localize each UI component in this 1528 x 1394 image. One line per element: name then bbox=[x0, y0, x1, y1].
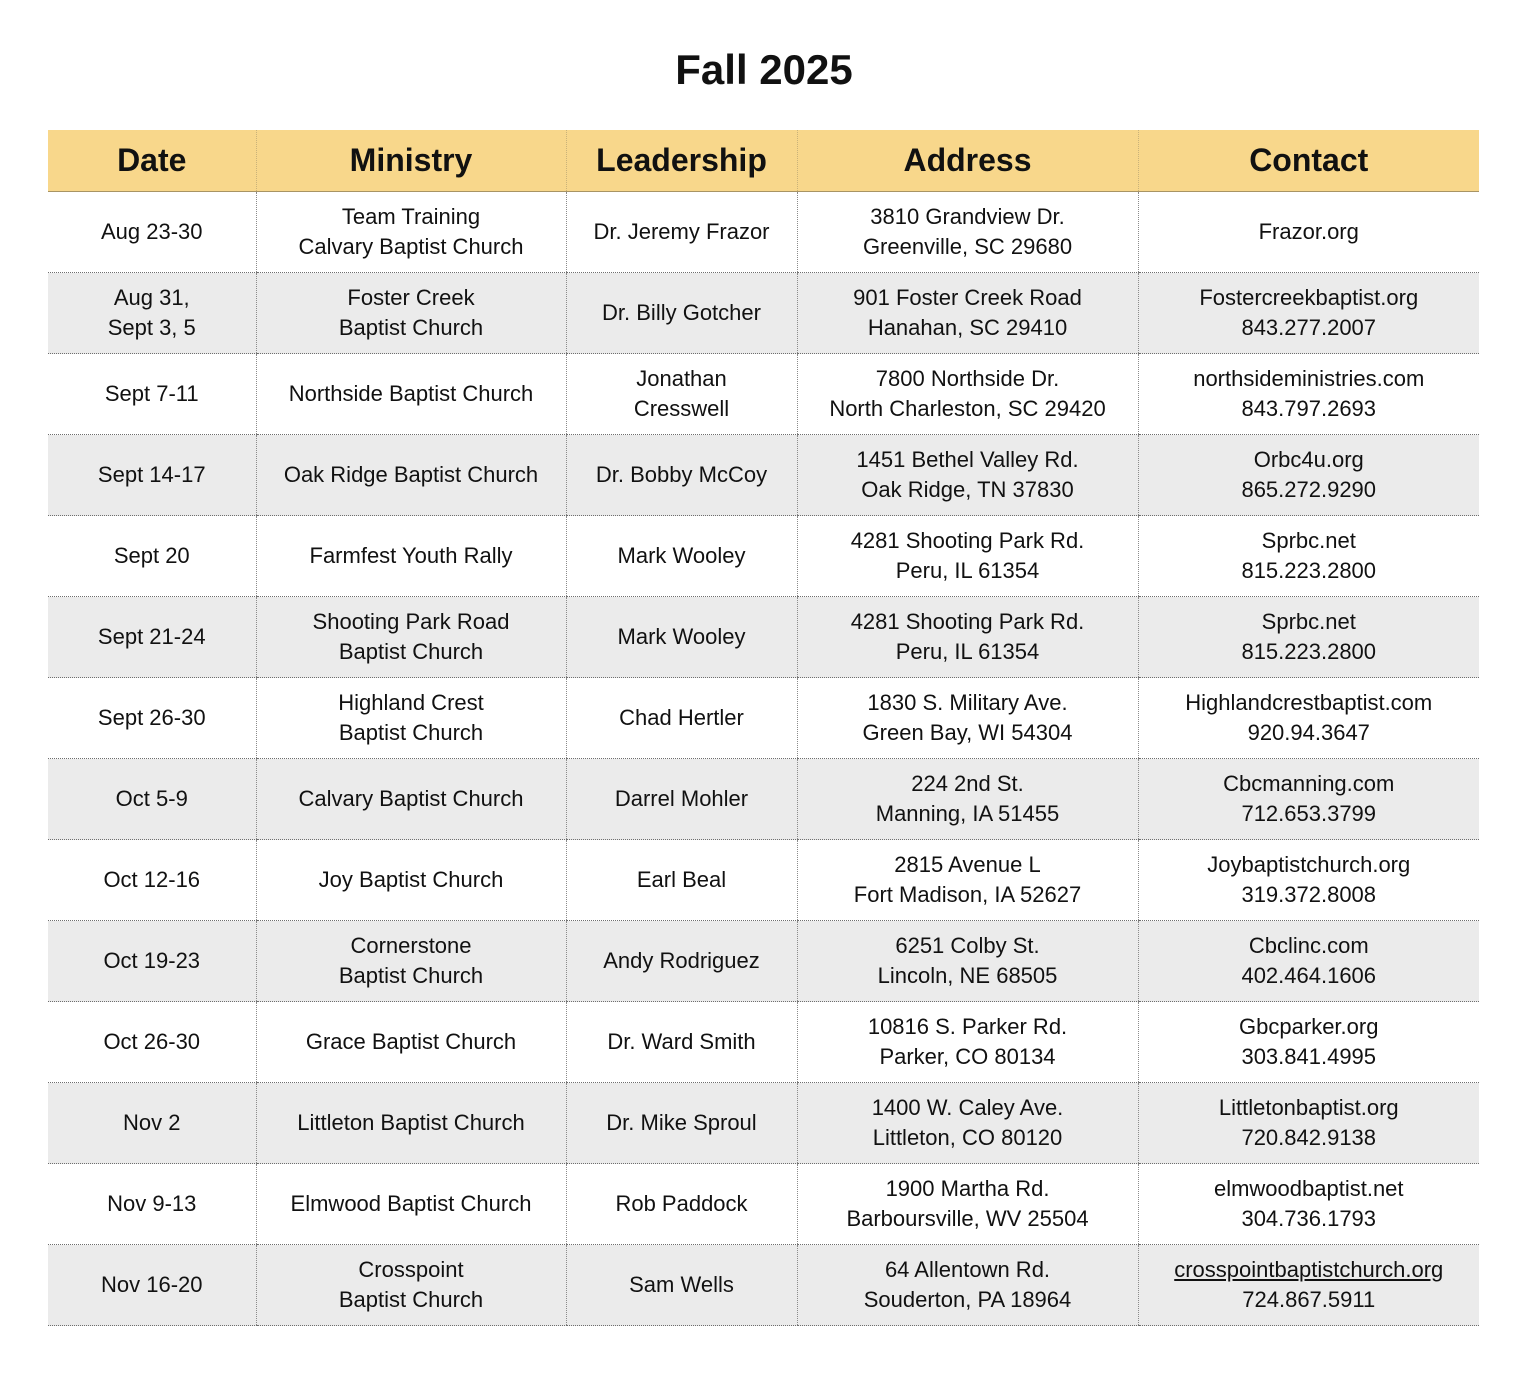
contact-line: Sprbc.net bbox=[1261, 609, 1356, 634]
address-line: Lincoln, NE 68505 bbox=[877, 963, 1058, 988]
address-line: Peru, IL 61354 bbox=[895, 639, 1040, 664]
date-line: Nov 9-13 bbox=[107, 1191, 197, 1216]
ministry-cell bbox=[256, 1083, 566, 1164]
ministry-cell bbox=[256, 192, 566, 273]
date-cell bbox=[48, 921, 256, 1002]
contact-cell bbox=[1138, 354, 1479, 435]
table-row bbox=[48, 354, 1479, 435]
address-line: Oak Ridge, TN 37830 bbox=[861, 477, 1074, 502]
date-line: Aug 31, bbox=[113, 285, 190, 310]
leadership-cell bbox=[566, 273, 797, 354]
contact-line: Fostercreekbaptist.org bbox=[1199, 285, 1419, 310]
contact-cell bbox=[1138, 597, 1479, 678]
contact-line: Littletonbaptist.org bbox=[1218, 1095, 1399, 1120]
leadership-cell bbox=[566, 597, 797, 678]
table-row bbox=[48, 678, 1479, 759]
leadership-cell bbox=[566, 840, 797, 921]
ministry-line: Joy Baptist Church bbox=[318, 867, 504, 892]
address-line: North Charleston, SC 29420 bbox=[829, 396, 1106, 421]
contact-line: 920.94.3647 bbox=[1247, 720, 1370, 745]
leadership-cell bbox=[566, 354, 797, 435]
leadership-line: Cresswell bbox=[633, 396, 730, 421]
contact-line: 724.867.5911 bbox=[1242, 1287, 1376, 1312]
table-row bbox=[48, 435, 1479, 516]
ministry-line: Crosspoint bbox=[358, 1257, 464, 1282]
table-row bbox=[48, 1164, 1479, 1245]
ministry-cell bbox=[256, 678, 566, 759]
contact-line: Gbcparker.org bbox=[1239, 1014, 1379, 1039]
leadership-line: Rob Paddock bbox=[615, 1191, 748, 1216]
contact-line: Cbcmanning.com bbox=[1223, 771, 1395, 796]
table-row bbox=[48, 273, 1479, 354]
contact-line: 720.842.9138 bbox=[1241, 1125, 1377, 1150]
address-cell bbox=[797, 1002, 1138, 1083]
contact-cell bbox=[1138, 678, 1479, 759]
address-line: 64 Allentown Rd. bbox=[884, 1257, 1051, 1282]
contact-cell bbox=[1138, 516, 1479, 597]
column-header-address: Address bbox=[797, 130, 1138, 192]
date-cell bbox=[48, 1083, 256, 1164]
date-cell bbox=[48, 840, 256, 921]
contact-cell bbox=[1138, 759, 1479, 840]
ministry-line: Baptist Church bbox=[338, 720, 484, 745]
ministry-line: Grace Baptist Church bbox=[305, 1029, 517, 1054]
column-header-contact: Contact bbox=[1138, 130, 1479, 192]
date-line: Oct 5-9 bbox=[115, 786, 188, 811]
contact-line: 843.277.2007 bbox=[1241, 315, 1377, 340]
date-cell bbox=[48, 1245, 256, 1326]
address-line: 6251 Colby St. bbox=[895, 933, 1040, 958]
contact-line: Highlandcrestbaptist.com bbox=[1185, 690, 1433, 715]
date-cell bbox=[48, 516, 256, 597]
ministry-line: Farmfest Youth Rally bbox=[309, 543, 513, 568]
leadership-cell bbox=[566, 192, 797, 273]
address-line: 901 Foster Creek Road bbox=[853, 285, 1082, 310]
table-row bbox=[48, 516, 1479, 597]
date-line: Sept 7-11 bbox=[104, 381, 199, 406]
address-line: 2815 Avenue L bbox=[894, 852, 1041, 877]
leadership-line: Dr. Bobby McCoy bbox=[595, 462, 768, 487]
address-line: Parker, CO 80134 bbox=[879, 1044, 1056, 1069]
address-line: Manning, IA 51455 bbox=[875, 801, 1060, 826]
address-cell bbox=[797, 597, 1138, 678]
ministry-cell bbox=[256, 1164, 566, 1245]
date-cell bbox=[48, 678, 256, 759]
address-line: Souderton, PA 18964 bbox=[863, 1287, 1072, 1312]
date-line: Oct 19-23 bbox=[103, 948, 201, 973]
address-line: 1451 Bethel Valley Rd. bbox=[856, 447, 1079, 472]
table-row bbox=[48, 192, 1479, 273]
leadership-cell bbox=[566, 1083, 797, 1164]
address-cell bbox=[797, 354, 1138, 435]
ministry-line: Northside Baptist Church bbox=[288, 381, 534, 406]
date-line: Oct 26-30 bbox=[103, 1029, 201, 1054]
leadership-line: Mark Wooley bbox=[617, 624, 746, 649]
leadership-cell bbox=[566, 516, 797, 597]
ministry-line: Cornerstone bbox=[350, 933, 472, 958]
date-cell bbox=[48, 273, 256, 354]
ministry-line: Highland Crest bbox=[338, 690, 484, 715]
leadership-line: Dr. Ward Smith bbox=[607, 1029, 756, 1054]
address-line: 3810 Grandview Dr. bbox=[870, 204, 1065, 229]
address-line: 224 2nd St. bbox=[911, 771, 1024, 796]
address-line: Green Bay, WI 54304 bbox=[862, 720, 1073, 745]
contact-line: 815.223.2800 bbox=[1241, 558, 1377, 583]
ministry-cell bbox=[256, 759, 566, 840]
address-line: 7800 Northside Dr. bbox=[875, 366, 1060, 391]
leadership-line: Chad Hertler bbox=[619, 705, 744, 730]
date-cell bbox=[48, 435, 256, 516]
ministry-line: Baptist Church bbox=[338, 315, 484, 340]
ministry-cell bbox=[256, 516, 566, 597]
address-line: 1900 Martha Rd. bbox=[885, 1176, 1050, 1201]
date-line: Nov 2 bbox=[123, 1110, 181, 1135]
contact-line: Orbc4u.org bbox=[1253, 447, 1364, 472]
contact-line: 712.653.3799 bbox=[1241, 801, 1377, 826]
date-cell bbox=[48, 597, 256, 678]
contact-cell bbox=[1138, 192, 1479, 273]
address-cell bbox=[797, 921, 1138, 1002]
contact-line: 304.736.1793 bbox=[1241, 1206, 1377, 1231]
ministry-line: Oak Ridge Baptist Church bbox=[283, 462, 539, 487]
contact-line: 843.797.2693 bbox=[1241, 396, 1377, 421]
date-line: Oct 12-16 bbox=[103, 867, 201, 892]
table-row bbox=[48, 1002, 1479, 1083]
date-cell bbox=[48, 1002, 256, 1083]
contact-line: Joybaptistchurch.org bbox=[1207, 852, 1411, 877]
leadership-line: Darrel Mohler bbox=[614, 786, 749, 811]
ministry-line: Calvary Baptist Church bbox=[298, 234, 524, 259]
ministry-line: Littleton Baptist Church bbox=[297, 1110, 525, 1135]
address-line: Peru, IL 61354 bbox=[895, 558, 1040, 583]
table-body bbox=[48, 192, 1479, 1326]
column-header-date: Date bbox=[48, 130, 256, 192]
leadership-line: Earl Beal bbox=[636, 867, 727, 892]
contact-line: Frazor.org bbox=[1258, 219, 1359, 244]
ministry-cell bbox=[256, 354, 566, 435]
ministry-line: Elmwood Baptist Church bbox=[290, 1191, 532, 1216]
address-cell bbox=[797, 435, 1138, 516]
address-cell bbox=[797, 192, 1138, 273]
address-line: Hanahan, SC 29410 bbox=[867, 315, 1068, 340]
contact-cell bbox=[1138, 840, 1479, 921]
ministry-line: Baptist Church bbox=[338, 963, 484, 988]
date-cell bbox=[48, 759, 256, 840]
leadership-line: Andy Rodriguez bbox=[603, 948, 760, 973]
leadership-cell bbox=[566, 1245, 797, 1326]
schedule-table bbox=[48, 130, 1479, 1326]
contact-cell bbox=[1138, 1164, 1479, 1245]
contact-cell bbox=[1138, 1083, 1479, 1164]
address-cell bbox=[797, 1083, 1138, 1164]
address-line: 1830 S. Military Ave. bbox=[867, 690, 1068, 715]
contact-line: 303.841.4995 bbox=[1241, 1044, 1377, 1069]
address-line: Fort Madison, IA 52627 bbox=[853, 882, 1082, 907]
table-row bbox=[48, 840, 1479, 921]
address-line: 4281 Shooting Park Rd. bbox=[850, 528, 1085, 553]
address-cell bbox=[797, 840, 1138, 921]
contact-line: 815.223.2800 bbox=[1241, 639, 1377, 664]
address-line: Littleton, CO 80120 bbox=[872, 1125, 1063, 1150]
date-line: Sept 20 bbox=[113, 543, 190, 568]
ministry-cell bbox=[256, 273, 566, 354]
contact-line: 865.272.9290 bbox=[1241, 477, 1377, 502]
table-header-row bbox=[48, 130, 1479, 192]
table-row bbox=[48, 597, 1479, 678]
date-cell bbox=[48, 354, 256, 435]
leadership-line: Mark Wooley bbox=[617, 543, 746, 568]
date-line: Aug 23-30 bbox=[100, 219, 203, 244]
column-header-ministry: Ministry bbox=[256, 130, 566, 192]
ministry-cell bbox=[256, 840, 566, 921]
contact-cell bbox=[1138, 273, 1479, 354]
address-line: 4281 Shooting Park Rd. bbox=[850, 609, 1085, 634]
contact-line: 402.464.1606 bbox=[1241, 963, 1377, 988]
ministry-line: Calvary Baptist Church bbox=[298, 786, 524, 811]
address-cell bbox=[797, 1245, 1138, 1326]
leadership-cell bbox=[566, 921, 797, 1002]
date-line: Sept 26-30 bbox=[97, 705, 206, 730]
leadership-line: Jonathan bbox=[636, 366, 727, 391]
address-line: 10816 S. Parker Rd. bbox=[867, 1014, 1068, 1039]
ministry-line: Baptist Church bbox=[338, 1287, 484, 1312]
leadership-cell bbox=[566, 759, 797, 840]
ministry-cell bbox=[256, 921, 566, 1002]
address-line: 1400 W. Caley Ave. bbox=[871, 1095, 1064, 1120]
page-title: Fall 2025 bbox=[675, 46, 853, 93]
ministry-cell bbox=[256, 1002, 566, 1083]
ministry-line: Baptist Church bbox=[338, 639, 484, 664]
leadership-line: Dr. Mike Sproul bbox=[606, 1110, 757, 1135]
contact-line: 319.372.8008 bbox=[1241, 882, 1377, 907]
leadership-cell bbox=[566, 678, 797, 759]
contact-line: elmwoodbaptist.net bbox=[1213, 1176, 1404, 1201]
ministry-cell bbox=[256, 1245, 566, 1326]
table-row bbox=[48, 921, 1479, 1002]
address-cell bbox=[797, 678, 1138, 759]
leadership-cell bbox=[566, 1164, 797, 1245]
ministry-line: Foster Creek bbox=[347, 285, 475, 310]
address-line: Barboursville, WV 25504 bbox=[846, 1206, 1089, 1231]
date-cell bbox=[48, 192, 256, 273]
leadership-line: Dr. Billy Gotcher bbox=[602, 300, 761, 325]
address-cell bbox=[797, 516, 1138, 597]
contact-line: Sprbc.net bbox=[1261, 528, 1356, 553]
date-line: Sept 14-17 bbox=[97, 462, 206, 487]
column-header-leadership: Leadership bbox=[566, 130, 797, 192]
contact-cell bbox=[1138, 435, 1479, 516]
date-line: Nov 16-20 bbox=[100, 1272, 203, 1297]
table-row bbox=[48, 759, 1479, 840]
table-row bbox=[48, 1083, 1479, 1164]
contact-line: northsideministries.com bbox=[1193, 366, 1425, 391]
date-line: Sept 3, 5 bbox=[107, 315, 196, 340]
ministry-cell bbox=[256, 435, 566, 516]
contact-link[interactable]: crosspointbaptistchurch.org bbox=[1174, 1257, 1444, 1282]
ministry-line: Team Training bbox=[341, 204, 481, 229]
address-line: Greenville, SC 29680 bbox=[862, 234, 1073, 259]
date-cell bbox=[48, 1164, 256, 1245]
ministry-line: Shooting Park Road bbox=[312, 609, 510, 634]
contact-cell bbox=[1138, 921, 1479, 1002]
leadership-cell bbox=[566, 1002, 797, 1083]
ministry-cell bbox=[256, 597, 566, 678]
date-line: Sept 21-24 bbox=[97, 624, 206, 649]
contact-line: Cbclinc.com bbox=[1248, 933, 1369, 958]
address-cell bbox=[797, 273, 1138, 354]
address-cell bbox=[797, 759, 1138, 840]
leadership-cell bbox=[566, 435, 797, 516]
leadership-line: Sam Wells bbox=[629, 1272, 734, 1297]
contact-cell bbox=[1138, 1245, 1479, 1326]
contact-cell bbox=[1138, 1002, 1479, 1083]
leadership-line: Dr. Jeremy Frazor bbox=[593, 219, 770, 244]
table-row bbox=[48, 1245, 1479, 1326]
address-cell bbox=[797, 1164, 1138, 1245]
